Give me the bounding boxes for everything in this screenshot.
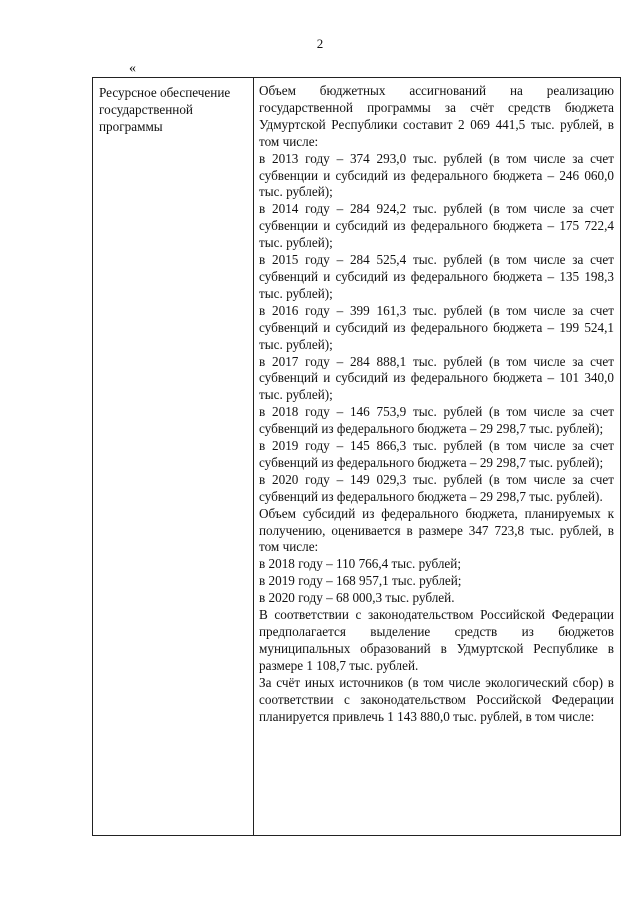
- paragraph-2016: в 2016 году – 399 161,3 тыс. рублей (в том числе за счет субвенций и субсидий из федерального бюджета – 199 524,1 тыс. рублей);: [259, 302, 614, 352]
- subsidy-line-2018: в 2018 году – 110 766,4 тыс. рублей;: [259, 556, 461, 572]
- opening-quote-mark: «: [129, 61, 136, 76]
- paragraph-municipal-budgets: В соответствии с законодательством Российской Федерации предполагается выделение средств из бюджетов муниципальных образований в Удмуртской Республике в размере 1 108,7 тыс. рублей.: [259, 607, 614, 673]
- resource-label: Ресурсное обеспечение государственной программы: [99, 85, 231, 134]
- paragraph-2019: в 2019 году – 145 866,3 тыс. рублей (в том числе за счет субвенций из федерального бюджета – 29 298,7 тыс. рублей);: [259, 438, 614, 470]
- resource-table: [92, 77, 621, 836]
- paragraph-total: Объем бюджетных ассигнований на реализацию государственной программы за счёт средств бюджета Удмуртской Республики составит 2 069 441,5 тыс. рублей, в том числе:: [259, 83, 614, 149]
- page-number: 2: [316, 36, 324, 51]
- paragraph-2018: в 2018 году – 146 753,9 тыс. рублей (в том числе за счет субвенций из федерального бюджета – 29 298,7 тыс. рублей);: [259, 404, 614, 437]
- table-left-cell: [93, 78, 254, 835]
- paragraph-other-sources: За счёт иных источников (в том числе экологический сбор) в соответствии с законодательством Российской Федерации планируется привлечь 1 143 880,0 тыс. рублей, в том числе:: [259, 674, 614, 724]
- subsidy-line-2020: в 2020 году – 68 000,3 тыс. рублей.: [259, 590, 455, 606]
- subsidy-line-2019: в 2019 году – 168 957,1 тыс. рублей;: [259, 573, 462, 589]
- paragraph-2020: в 2020 году – 149 029,3 тыс. рублей (в том числе за счет субвенций из федерального бюджета – 29 298,7 тыс. рублей).: [259, 471, 614, 504]
- paragraph-2017: в 2017 году – 284 888,1 тыс. рублей (в том числе за счет субвенций и субсидий из федерального бюджета – 101 340,0 тыс. рублей);: [259, 353, 614, 403]
- table-right-cell: [254, 78, 620, 835]
- paragraph-2013: в 2013 году – 374 293,0 тыс. рублей (в том числе за счет субвенции и субсидий из федерального бюджета – 246 060,0 тыс. рублей);: [259, 150, 614, 200]
- paragraph-2014: в 2014 году – 284 924,2 тыс. рублей (в том числе за счет субвенции и субсидий из федерального бюджета – 175 722,4 тыс. рублей);: [259, 201, 614, 251]
- paragraph-federal-subsidies: Объем субсидий из федерального бюджета, планируемых к получению, оценивается в размере 347 723,8 тыс. рублей, в том числе:: [259, 505, 614, 555]
- paragraph-2015: в 2015 году – 284 525,4 тыс. рублей (в том числе за счет субвенций и субсидий из федерального бюджета – 135 198,3 тыс. рублей);: [259, 252, 614, 301]
